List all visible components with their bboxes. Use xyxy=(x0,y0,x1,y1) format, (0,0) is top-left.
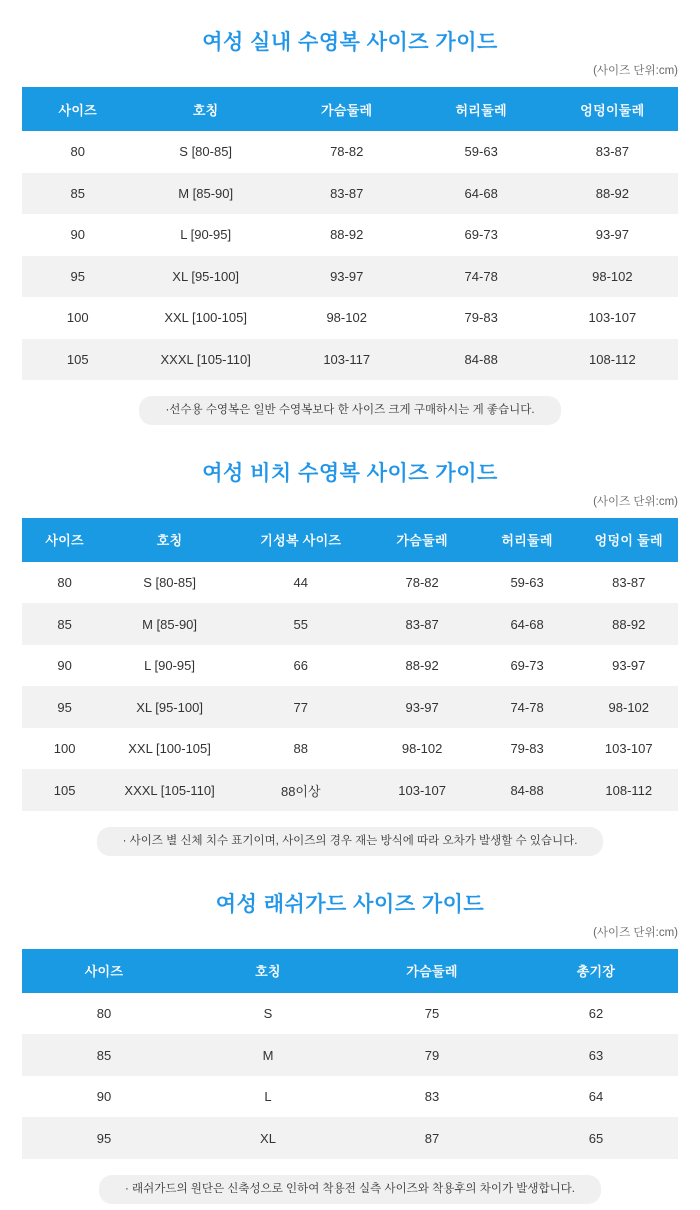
cell-label: M [85-90] xyxy=(134,173,278,215)
cell-waist: 79-83 xyxy=(416,297,547,339)
cell-chest: 83-87 xyxy=(278,173,416,215)
page-title: 여성 래쉬가드 사이즈 가이드 xyxy=(215,892,485,916)
column-header: 엉덩이둘레 xyxy=(547,87,678,131)
column-header: 기성복 사이즈 xyxy=(232,518,370,562)
cell-chest: 93-97 xyxy=(370,686,475,728)
cell-hip: 108-112 xyxy=(580,769,678,811)
unit-note: (사이즈 단위:cm) xyxy=(593,495,678,508)
cell-hip: 83-87 xyxy=(580,562,678,604)
cell-size: 95 xyxy=(22,686,107,728)
cell-chest: 103-117 xyxy=(278,339,416,381)
cell-chest: 103-107 xyxy=(370,769,475,811)
cell-length: 65 xyxy=(514,1117,678,1159)
cell-label: XXXL [105-110] xyxy=(134,339,278,381)
cell-length: 64 xyxy=(514,1076,678,1118)
cell-hip: 88-92 xyxy=(547,173,678,215)
footnote-text: ·선수용 수영복은 일반 수영복보다 한 사이즈 크게 구매하시는 게 좋습니다. xyxy=(139,396,560,425)
table-row xyxy=(22,1076,678,1118)
cell-waist: 69-73 xyxy=(475,645,580,687)
table-row xyxy=(22,562,678,604)
table-row xyxy=(22,728,678,770)
column-header: 가슴둘레 xyxy=(278,87,416,131)
size-table-indoor xyxy=(22,87,678,380)
cell-hip: 93-97 xyxy=(580,645,678,687)
column-header: 총기장 xyxy=(514,949,678,993)
table-row xyxy=(22,686,678,728)
cell-hip: 93-97 xyxy=(547,214,678,256)
cell-label: XL xyxy=(186,1117,350,1159)
cell-chest: 75 xyxy=(350,993,514,1035)
cell-waist: 79-83 xyxy=(475,728,580,770)
column-header: 허리둘레 xyxy=(416,87,547,131)
cell-label: S [80-85] xyxy=(134,131,278,173)
table-row xyxy=(22,769,678,811)
cell-waist: 69-73 xyxy=(416,214,547,256)
cell-label: M xyxy=(186,1034,350,1076)
cell-size: 85 xyxy=(22,1034,186,1076)
cell-size: 80 xyxy=(22,993,186,1035)
footnote-text: · 래쉬가드의 원단은 신축성으로 인하여 착용전 실측 사이즈와 착용후의 차이가 발생합니다. xyxy=(99,1175,601,1204)
cell-waist: 84-88 xyxy=(416,339,547,381)
section-rashguard xyxy=(0,862,700,1210)
cell-hip: 108-112 xyxy=(547,339,678,381)
cell-size: 100 xyxy=(22,297,134,339)
cell-hip: 98-102 xyxy=(547,256,678,298)
table-row xyxy=(22,603,678,645)
column-header: 사이즈 xyxy=(22,949,186,993)
cell-label: XXL [100-105] xyxy=(107,728,232,770)
cell-hip: 103-107 xyxy=(547,297,678,339)
cell-hip: 88-92 xyxy=(580,603,678,645)
cell-readymade: 44 xyxy=(232,562,370,604)
cell-label: XXL [100-105] xyxy=(134,297,278,339)
cell-label: L xyxy=(186,1076,350,1118)
cell-size: 80 xyxy=(22,562,107,604)
cell-length: 63 xyxy=(514,1034,678,1076)
table-row xyxy=(22,1034,678,1076)
cell-readymade: 55 xyxy=(232,603,370,645)
cell-hip: 98-102 xyxy=(580,686,678,728)
cell-waist: 64-68 xyxy=(416,173,547,215)
cell-readymade: 66 xyxy=(232,645,370,687)
cell-waist: 74-78 xyxy=(475,686,580,728)
cell-chest: 83-87 xyxy=(370,603,475,645)
unit-note: (사이즈 단위:cm) xyxy=(593,926,678,939)
cell-chest: 78-82 xyxy=(278,131,416,173)
footnote-text: · 사이즈 별 신체 치수 표기이며, 사이즈의 경우 재는 방식에 따라 오차가 발생할 수 있습니다. xyxy=(97,827,604,856)
table-header-row xyxy=(22,87,678,131)
cell-readymade: 77 xyxy=(232,686,370,728)
cell-size: 90 xyxy=(22,1076,186,1118)
cell-waist: 74-78 xyxy=(416,256,547,298)
cell-label: L [90-95] xyxy=(134,214,278,256)
cell-chest: 98-102 xyxy=(278,297,416,339)
footnote-container xyxy=(0,811,700,862)
column-header: 엉덩이 둘레 xyxy=(580,518,678,562)
cell-length: 62 xyxy=(514,993,678,1035)
table-header-row xyxy=(22,518,678,562)
footnote-container xyxy=(0,1159,700,1210)
cell-label: S [80-85] xyxy=(107,562,232,604)
cell-size: 95 xyxy=(22,1117,186,1159)
column-header: 사이즈 xyxy=(22,518,107,562)
cell-chest: 78-82 xyxy=(370,562,475,604)
column-header: 호칭 xyxy=(134,87,278,131)
cell-size: 90 xyxy=(22,645,107,687)
table-row xyxy=(22,256,678,298)
cell-readymade: 88이상 xyxy=(232,769,370,811)
cell-chest: 88-92 xyxy=(278,214,416,256)
table-header-row xyxy=(22,949,678,993)
cell-hip: 103-107 xyxy=(580,728,678,770)
page-title: 여성 비치 수영복 사이즈 가이드 xyxy=(202,461,498,485)
cell-chest: 79 xyxy=(350,1034,514,1076)
cell-size: 90 xyxy=(22,214,134,256)
cell-waist: 64-68 xyxy=(475,603,580,645)
page-title: 여성 실내 수영복 사이즈 가이드 xyxy=(202,31,498,54)
cell-chest: 83 xyxy=(350,1076,514,1118)
table-row xyxy=(22,131,678,173)
table-row xyxy=(22,297,678,339)
cell-size: 100 xyxy=(22,728,107,770)
size-table-rashguard xyxy=(22,949,678,1159)
cell-size: 105 xyxy=(22,339,134,381)
table-row xyxy=(22,214,678,256)
footnote-container xyxy=(0,380,700,431)
section-beach-swimsuit xyxy=(0,431,700,862)
cell-chest: 98-102 xyxy=(370,728,475,770)
column-header: 가슴둘레 xyxy=(350,949,514,993)
cell-waist: 84-88 xyxy=(475,769,580,811)
table-row xyxy=(22,645,678,687)
cell-label: XL [95-100] xyxy=(107,686,232,728)
cell-label: L [90-95] xyxy=(107,645,232,687)
cell-chest: 87 xyxy=(350,1117,514,1159)
cell-size: 105 xyxy=(22,769,107,811)
cell-hip: 83-87 xyxy=(547,131,678,173)
unit-note: (사이즈 단위:cm) xyxy=(593,65,678,77)
cell-waist: 59-63 xyxy=(416,131,547,173)
table-row xyxy=(22,1117,678,1159)
section-indoor-swimsuit xyxy=(0,0,700,431)
cell-size: 85 xyxy=(22,603,107,645)
cell-size: 95 xyxy=(22,256,134,298)
column-header: 호칭 xyxy=(107,518,232,562)
cell-chest: 93-97 xyxy=(278,256,416,298)
column-header: 사이즈 xyxy=(22,87,134,131)
table-row xyxy=(22,993,678,1035)
table-row xyxy=(22,339,678,381)
cell-waist: 59-63 xyxy=(475,562,580,604)
table-row xyxy=(22,173,678,215)
column-header: 가슴둘레 xyxy=(370,518,475,562)
cell-label: XXXL [105-110] xyxy=(107,769,232,811)
cell-label: M [85-90] xyxy=(107,603,232,645)
cell-size: 85 xyxy=(22,173,134,215)
cell-size: 80 xyxy=(22,131,134,173)
cell-label: XL [95-100] xyxy=(134,256,278,298)
size-table-beach xyxy=(22,518,678,811)
cell-readymade: 88 xyxy=(232,728,370,770)
cell-label: S xyxy=(186,993,350,1035)
column-header: 허리둘레 xyxy=(475,518,580,562)
column-header: 호칭 xyxy=(186,949,350,993)
cell-chest: 88-92 xyxy=(370,645,475,687)
